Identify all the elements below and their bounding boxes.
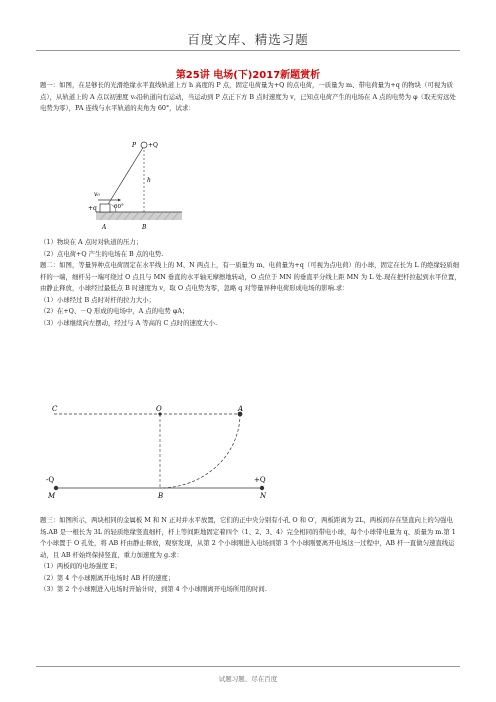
label-C: C [52, 405, 58, 413]
header-rule [36, 50, 460, 51]
question-3-sub-2: （2）第 4 个小球刚离开电场时 AB 杆的速度； [40, 573, 175, 582]
question-2 [40, 260, 462, 329]
question-3-sub-1: （1）两板间的电场强度 E； [40, 562, 122, 570]
figure-2 [40, 402, 300, 500]
label-N: N [260, 492, 267, 500]
label-A-fig2: A [238, 405, 244, 413]
question-3 [40, 515, 462, 596]
label-v0: v₀ [94, 191, 100, 198]
label-B: B [142, 224, 147, 231]
question-1-sub-1: （1）物块在 A 点时对轨道的压力； [40, 238, 143, 246]
question-2-sub-3: （3）小球继续向左摆动，经过与 A 等高的 C 点时的速度大小. [40, 318, 218, 327]
block-q [100, 204, 110, 212]
label-P: P [132, 142, 137, 149]
figure-1 [88, 136, 202, 234]
label-plus-Q-fig2: +Q [254, 476, 266, 484]
label-60-degrees: 60° [114, 204, 124, 210]
page-header: 百度文库、精选习题 [187, 32, 309, 47]
question-1-text: 题一：如图，在足够长的光滑绝缘水平直线轨道上方 h 高度的 P 点，固定电荷量为+Q 的点电荷，一质量为 m、带电荷量为+q 的物块（可视为质点），从轨道上的 A 点以初速度 v₀沿轨道向右运动，当运动到 P 点正下方 B 点时速度为 v，已知点电荷产生的电场在 A 点的电势为 φ（取无穷远处电势为零），PA 连线与水平轨道的夹角为 60°，试求： [40, 81, 456, 112]
label-A: A [102, 224, 107, 231]
velocity-arrowhead-icon [118, 199, 121, 202]
label-minus-Q: -Q [46, 476, 55, 484]
question-2-text: 题二：如图，等量异种点电荷固定在水平线上的 M、N 两点上，有一质量为 m、电荷量为+q（可视为点电荷）的小球，固定在长为 L 的绝缘轻质细杆的一端，细杆另一端可绕过 O 点且与 MN 垂直的水平轴无摩擦地转动，O 点位于 MN 的垂直平分线上距 MN 为 L 处.现在把杆拉起到水平位置，由静止释放，小球经过最低点 B 时速度为 v，取 O 点电势为零，忽略 q 对等量异种电荷形成电场的影响.求： [40, 261, 461, 292]
lecture-title: 第25讲 电场(下)2017新题赏析 [175, 70, 321, 81]
label-h: h [147, 177, 151, 184]
swing-arc [160, 414, 240, 488]
question-3-sub-3: （3）第 2 个小球刚进入电场时开始计时，到第 4 个小球刚离开电场所用的时间. [40, 585, 267, 593]
label-plus-Q: +Q [148, 142, 158, 149]
question-2-sub-1: （1）小球经过 B 点时对杆的拉力大小； [40, 295, 156, 304]
question-2-sub-2: （2）在+Q、－Q 形成的电场中，A 点的电势 φA； [40, 307, 189, 315]
label-M: M [48, 492, 56, 500]
label-plus-q: +q [88, 205, 97, 212]
charge-N [260, 486, 264, 490]
question-3-text: 题三：如图所示，两块相同的金属板 M 和 N 正对并水平放置，它们的正中央分别有小孔 O 和 O′，两板距离为 2L，两板间存在竖直向上的匀强电场.AB 是一根长为 3L 的轻质绝缘竖直细杆，杆上等间距地固定着四个（1、2、3、4）完全相同的带电小球，每个小球带电量为 q、质量为 m.第 1 个小球置于 O 孔处，将 AB 杆由静止释放，观察发现，从第 2 个小球刚进入电场到第 3 个小球刚要离开电场这一过程中，AB 杆一直做匀速直线运动，且 AB 杆始终保持竖直，重力加速度为 g.求： [40, 516, 456, 559]
question-1 [40, 80, 462, 115]
footer-rule [36, 666, 460, 667]
pa-line [107, 146, 144, 206]
point-charge-P [141, 142, 147, 148]
question-1-sub-2: （2）点电荷+Q 产生的电场在 B 点的电势. [40, 249, 164, 258]
question-1-subparts [40, 237, 462, 260]
charge-M [54, 486, 58, 490]
page-footer: 试题习题、尽在百度 [218, 675, 278, 683]
label-B-fig2: B [158, 492, 164, 500]
label-O: O [156, 405, 162, 413]
